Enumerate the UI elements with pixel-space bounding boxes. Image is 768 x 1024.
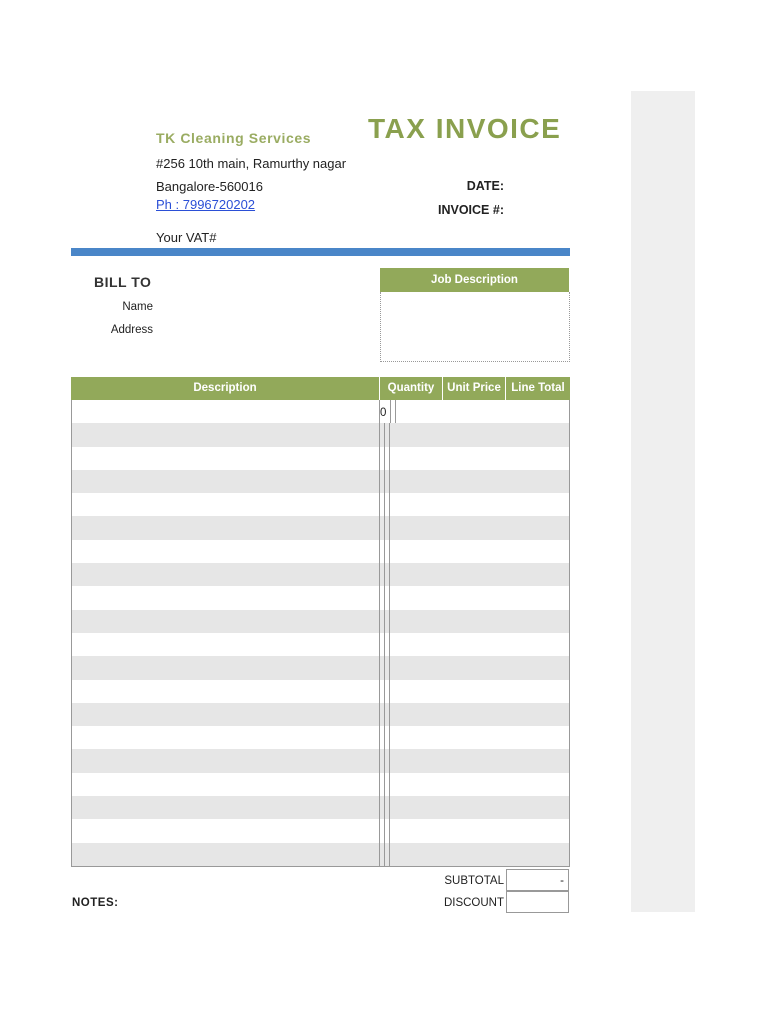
description-cell[interactable] <box>72 400 380 423</box>
table-row <box>72 773 569 796</box>
line-total-cell[interactable] <box>390 680 394 703</box>
table-row <box>72 423 569 446</box>
line-total-cell[interactable] <box>390 423 394 446</box>
table-row <box>72 843 569 866</box>
description-cell[interactable] <box>72 470 380 493</box>
table-row <box>72 703 569 726</box>
description-cell[interactable] <box>72 843 380 866</box>
description-cell[interactable] <box>72 586 380 609</box>
discount-value[interactable] <box>506 891 569 913</box>
date-label: DATE: <box>466 179 504 193</box>
line-total-cell[interactable] <box>390 703 394 726</box>
description-cell[interactable] <box>72 680 380 703</box>
line-total-cell[interactable] <box>390 773 394 796</box>
table-row <box>72 796 569 819</box>
table-row <box>72 563 569 586</box>
line-total-cell[interactable] <box>390 540 394 563</box>
description-cell[interactable] <box>72 773 380 796</box>
description-cell[interactable] <box>72 633 380 656</box>
line-total-cell[interactable] <box>390 516 394 539</box>
col-line-total-header: Line Total <box>511 382 565 394</box>
line-total-cell[interactable] <box>390 563 394 586</box>
line-total-cell[interactable] <box>390 610 394 633</box>
line-total-cell[interactable] <box>390 843 394 866</box>
table-row <box>72 633 569 656</box>
line-total-cell[interactable] <box>390 749 394 772</box>
description-cell[interactable] <box>72 819 380 842</box>
line-total-cell[interactable] <box>390 586 394 609</box>
description-cell[interactable] <box>72 516 380 539</box>
header-divider <box>71 248 570 256</box>
invoice-title: TAX INVOICE <box>368 113 562 144</box>
table-row <box>72 493 569 516</box>
table-row <box>72 749 569 772</box>
subtotal-value: - <box>506 869 569 891</box>
phone-link[interactable]: Ph : 7996720202 <box>156 197 256 212</box>
line-total-cell[interactable] <box>390 796 394 819</box>
line-items-table <box>71 377 570 867</box>
subtotal-label: SUBTOTAL <box>444 875 504 887</box>
description-cell[interactable] <box>72 610 380 633</box>
vat-label: Your VAT# <box>156 230 217 245</box>
line-total-cell[interactable] <box>390 470 394 493</box>
table-row <box>72 447 569 470</box>
table-row <box>72 516 569 539</box>
col-quantity-header: Quantity <box>380 377 443 400</box>
address-line-1: #256 10th main, Ramurthy nagar <box>156 156 347 171</box>
invoice-number-label: INVOICE #: <box>438 203 504 217</box>
line-total-cell[interactable] <box>390 633 394 656</box>
table-body <box>71 400 570 867</box>
job-description-heading: Job Description <box>380 268 569 292</box>
description-cell[interactable] <box>72 563 380 586</box>
address-line-2: Bangalore-560016 <box>156 179 263 194</box>
line-total-cell[interactable] <box>390 493 394 516</box>
side-panel <box>631 91 695 912</box>
company-name: TK Cleaning Services <box>156 130 312 146</box>
col-description-header: Description <box>71 377 380 400</box>
line-total-cell[interactable] <box>390 819 394 842</box>
table-row <box>72 656 569 679</box>
table-row <box>72 470 569 493</box>
table-row <box>72 726 569 749</box>
table-header <box>71 377 570 400</box>
table-row <box>72 819 569 842</box>
line-total-cell[interactable] <box>390 656 394 679</box>
line-total-cell[interactable] <box>390 726 394 749</box>
description-cell[interactable] <box>72 726 380 749</box>
description-cell[interactable] <box>72 749 380 772</box>
bill-to-name-label: Name <box>122 301 153 313</box>
discount-label: DISCOUNT <box>443 897 504 909</box>
table-row <box>72 540 569 563</box>
quantity-cell[interactable]: 0 <box>380 400 391 423</box>
description-cell[interactable] <box>72 656 380 679</box>
description-cell[interactable] <box>72 493 380 516</box>
description-cell[interactable] <box>72 703 380 726</box>
bill-to-heading: BILL TO <box>94 274 152 290</box>
description-cell[interactable] <box>72 796 380 819</box>
bill-to-address-label: Address <box>110 324 153 336</box>
line-total-cell[interactable] <box>396 400 400 423</box>
job-description-field[interactable] <box>380 292 570 362</box>
col-unit-price-header: Unit Price <box>443 377 506 400</box>
description-cell[interactable] <box>72 447 380 470</box>
table-row <box>72 400 569 423</box>
description-cell[interactable] <box>72 423 380 446</box>
table-row <box>72 680 569 703</box>
table-row <box>72 586 569 609</box>
line-total-cell[interactable] <box>390 447 394 470</box>
notes-label: NOTES: <box>72 897 119 909</box>
description-cell[interactable] <box>72 540 380 563</box>
table-row <box>72 610 569 633</box>
